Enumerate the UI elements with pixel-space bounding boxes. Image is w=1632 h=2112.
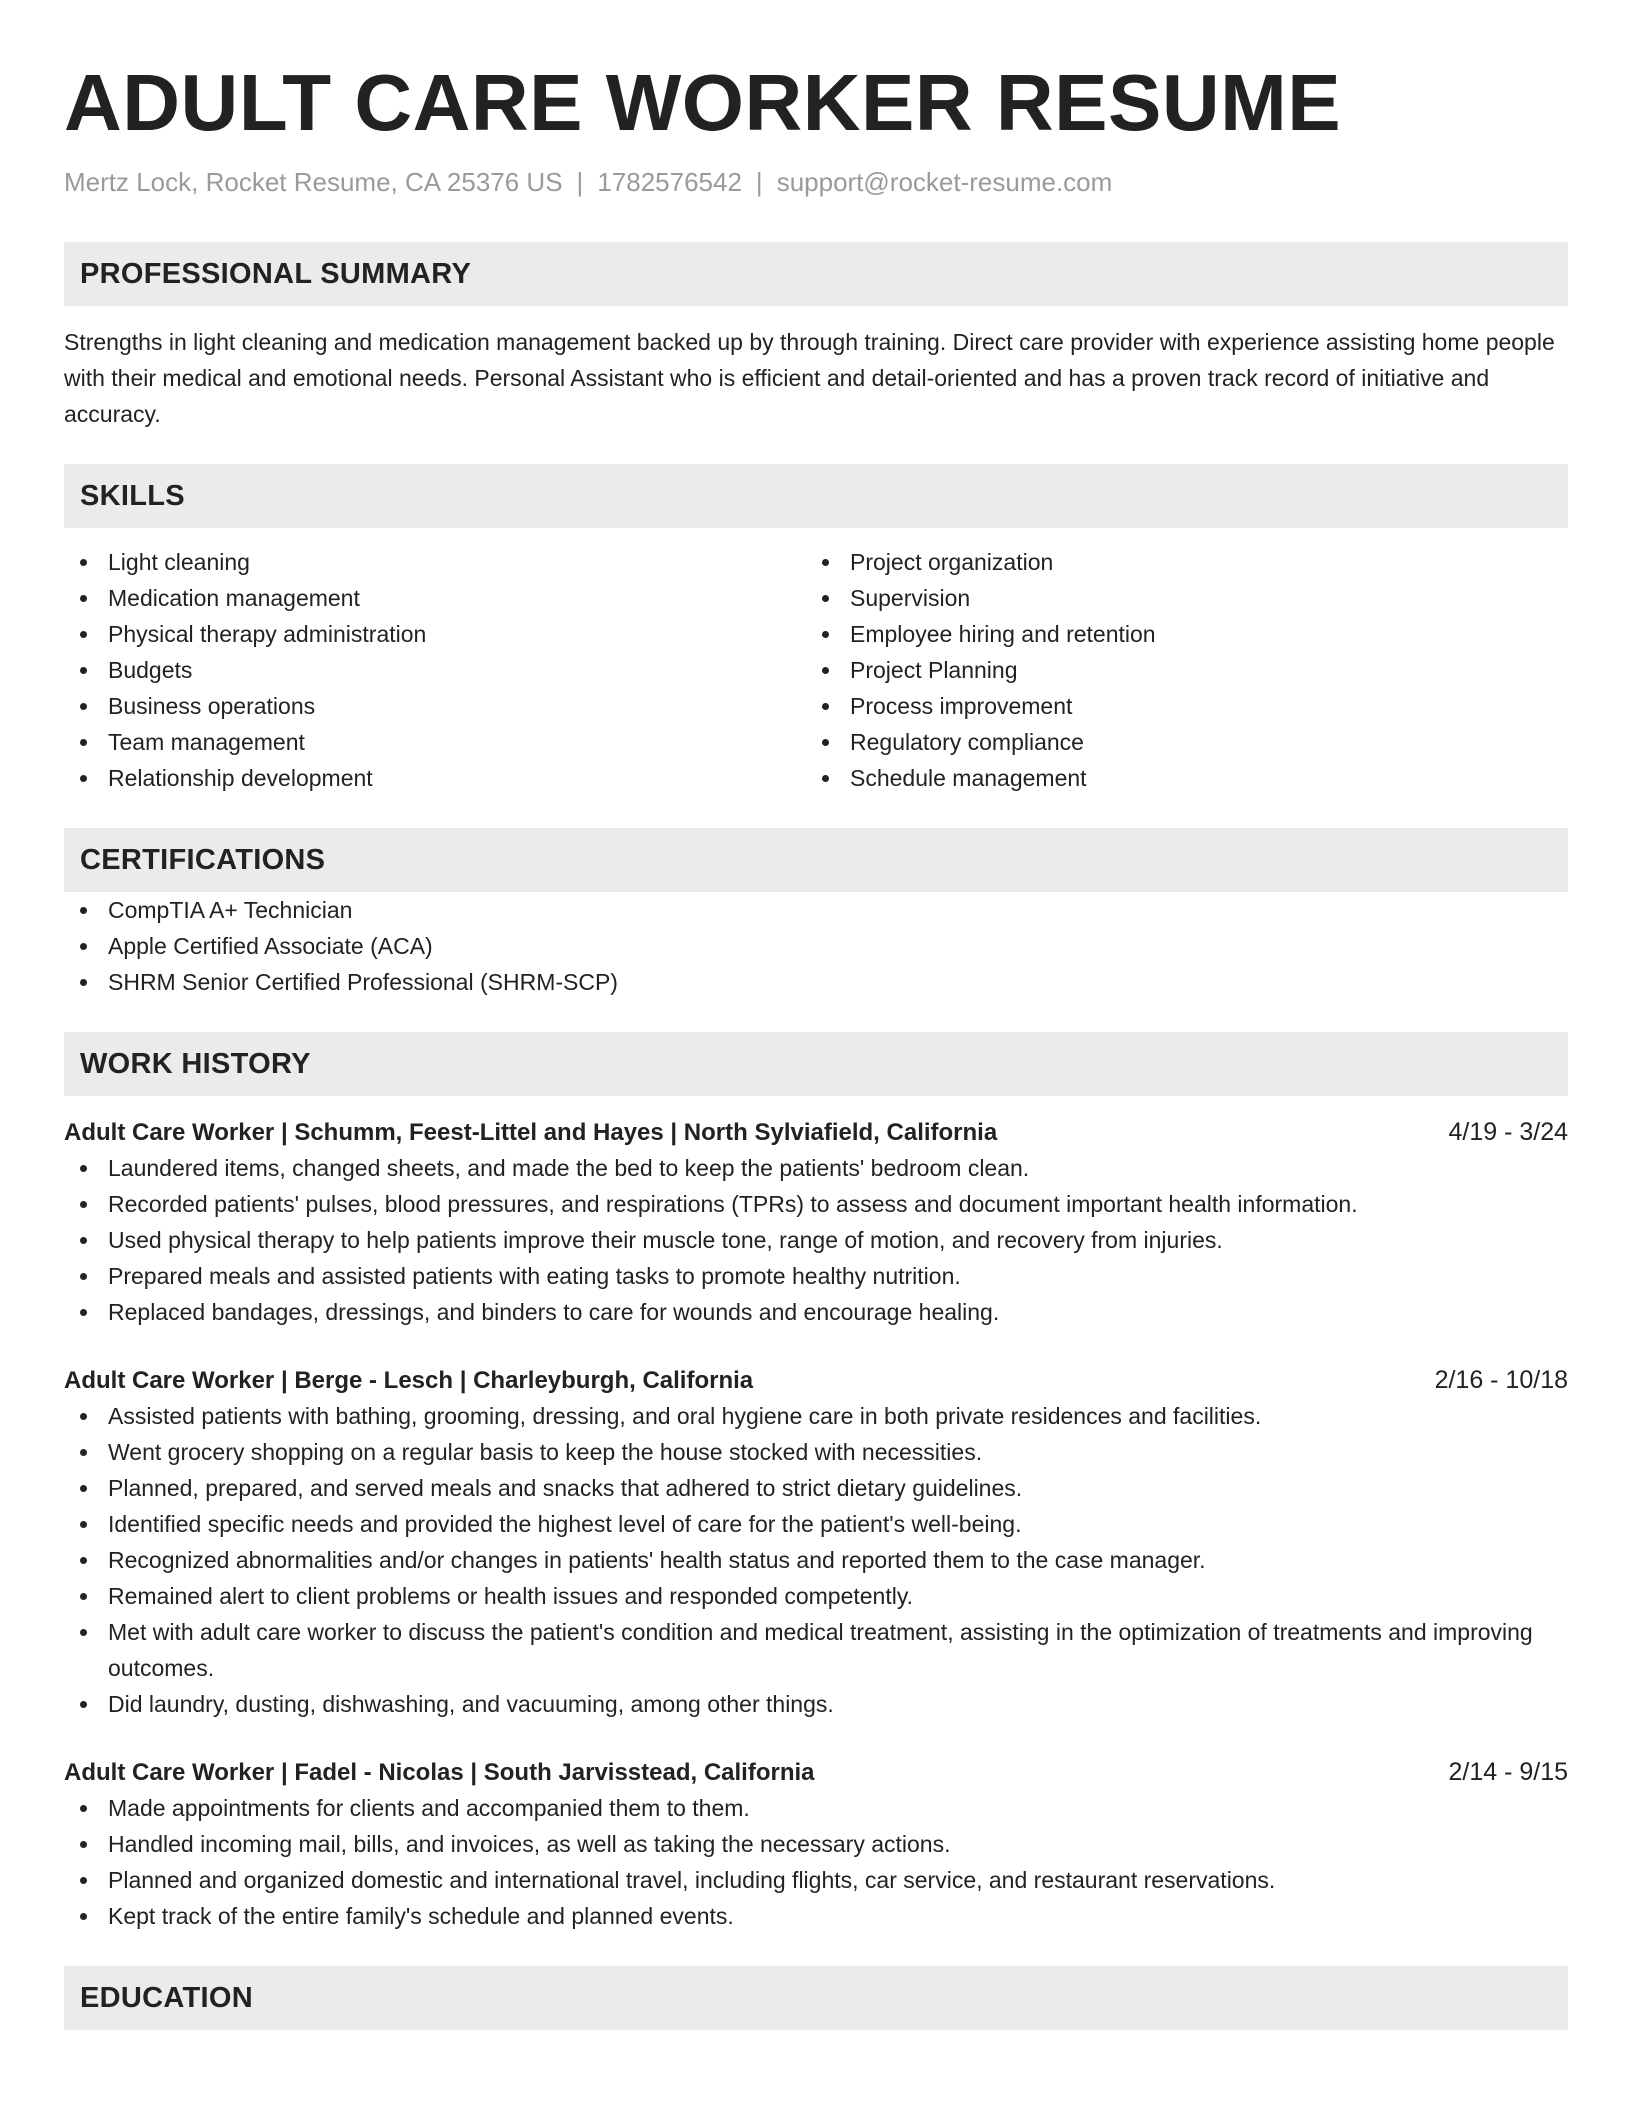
certification-item: SHRM Senior Certified Professional (SHRM-SCP) — [64, 964, 1568, 1000]
job-entry — [64, 1754, 1568, 1934]
job-duty: Went grocery shopping on a regular basis to keep the house stocked with necessities. — [64, 1434, 1568, 1470]
certifications-list — [64, 892, 1568, 1000]
summary-text: Strengths in light cleaning and medication management backed up by through training. Direct care provider with experience assisting home people with their medical and emotional needs. Personal Assistant who is efficient and detail-oriented and has a proven track record of initiative and accuracy. — [64, 329, 1555, 427]
skill-item: Schedule management — [806, 760, 1548, 796]
skills-grid — [64, 544, 1568, 796]
job-duty: Kept track of the entire family's schedule and planned events. — [64, 1898, 1568, 1934]
certifications-section — [64, 828, 1568, 1000]
skill-item: Team management — [64, 724, 806, 760]
job-duty: Identified specific needs and provided the highest level of care for the patient's well-being. — [64, 1506, 1568, 1542]
job-duty: Prepared meals and assisted patients with eating tasks to promote healthy nutrition. — [64, 1258, 1568, 1294]
job-duty: Laundered items, changed sheets, and made the bed to keep the patients' bedroom clean. — [64, 1150, 1568, 1186]
job-title: Adult Care Worker | Berge - Lesch | Charleyburgh, California — [64, 1367, 754, 1394]
contact-email: support@rocket-resume.com — [776, 167, 1113, 197]
skill-item: Budgets — [64, 652, 806, 688]
skills-section — [64, 464, 1568, 796]
job-duty: Recognized abnormalities and/or changes in patients' health status and reported them to the case manager. — [64, 1542, 1568, 1578]
skill-item: Project organization — [806, 544, 1548, 580]
work-history-section — [64, 1032, 1568, 1934]
job-duty: Met with adult care worker to discuss the patient's condition and medical treatment, assisting in the optimization of treatments and improving outcomes. — [64, 1614, 1568, 1686]
skill-item: Supervision — [806, 580, 1548, 616]
job-duty: Planned and organized domestic and international travel, including flights, car service, and restaurant reservations. — [64, 1862, 1568, 1898]
summary-section — [64, 242, 1568, 432]
education-section — [64, 1966, 1568, 2030]
job-header — [64, 1114, 1568, 1150]
job-header — [64, 1754, 1568, 1790]
summary-heading: PROFESSIONAL SUMMARY — [64, 242, 1568, 306]
contact-line — [64, 164, 1568, 200]
contact-separator: | — [576, 167, 584, 197]
job-duty: Did laundry, dusting, dishwashing, and vacuuming, among other things. — [64, 1686, 1568, 1722]
contact-address: Mertz Lock, Rocket Resume, CA 25376 US — [64, 167, 563, 197]
job-duty: Handled incoming mail, bills, and invoices, as well as taking the necessary actions. — [64, 1826, 1568, 1862]
job-title: Adult Care Worker | Fadel - Nicolas | South Jarvisstead, California — [64, 1759, 815, 1786]
resume-title: ADULT CARE WORKER RESUME — [64, 58, 1342, 147]
skills-list-right — [806, 544, 1548, 796]
education-heading: EDUCATION — [64, 1966, 1568, 2030]
job-dates: 2/14 - 9/15 — [1448, 1758, 1568, 1786]
job-duties-list — [64, 1790, 1568, 1934]
work-history-heading: WORK HISTORY — [64, 1032, 1568, 1096]
skills-heading: SKILLS — [64, 464, 1568, 528]
certifications-heading: CERTIFICATIONS — [64, 828, 1568, 892]
job-duty: Remained alert to client problems or health issues and responded competently. — [64, 1578, 1568, 1614]
job-header — [64, 1362, 1568, 1398]
job-duty: Made appointments for clients and accompanied them to them. — [64, 1790, 1568, 1826]
job-duty: Planned, prepared, and served meals and snacks that adhered to strict dietary guidelines. — [64, 1470, 1568, 1506]
job-duties-list — [64, 1398, 1568, 1722]
job-duties-list — [64, 1150, 1568, 1330]
certification-item: CompTIA A+ Technician — [64, 892, 1568, 928]
job-entry — [64, 1362, 1568, 1722]
skill-item: Project Planning — [806, 652, 1548, 688]
skill-item: Physical therapy administration — [64, 616, 806, 652]
skill-item: Medication management — [64, 580, 806, 616]
skills-list-left — [64, 544, 806, 796]
skill-item: Regulatory compliance — [806, 724, 1548, 760]
job-duty: Recorded patients' pulses, blood pressures, and respirations (TPRs) to assess and document important health information. — [64, 1186, 1568, 1222]
contact-separator: | — [755, 167, 763, 197]
job-duty: Replaced bandages, dressings, and binders to care for wounds and encourage healing. — [64, 1294, 1568, 1330]
certification-item: Apple Certified Associate (ACA) — [64, 928, 1568, 964]
skill-item: Business operations — [64, 688, 806, 724]
job-entry — [64, 1114, 1568, 1330]
skill-item: Process improvement — [806, 688, 1548, 724]
job-dates: 2/16 - 10/18 — [1434, 1366, 1568, 1394]
job-dates: 4/19 - 3/24 — [1448, 1118, 1568, 1146]
skill-item: Light cleaning — [64, 544, 806, 580]
resume-page — [64, 0, 1568, 2030]
skill-item: Relationship development — [64, 760, 806, 796]
job-duty: Used physical therapy to help patients improve their muscle tone, range of motion, and recovery from injuries. — [64, 1222, 1568, 1258]
contact-phone: 1782576542 — [597, 167, 742, 197]
job-duty: Assisted patients with bathing, grooming, dressing, and oral hygiene care in both private residences and facilities. — [64, 1398, 1568, 1434]
skill-item: Employee hiring and retention — [806, 616, 1548, 652]
job-title: Adult Care Worker | Schumm, Feest-Littel and Hayes | North Sylviafield, California — [64, 1119, 998, 1146]
